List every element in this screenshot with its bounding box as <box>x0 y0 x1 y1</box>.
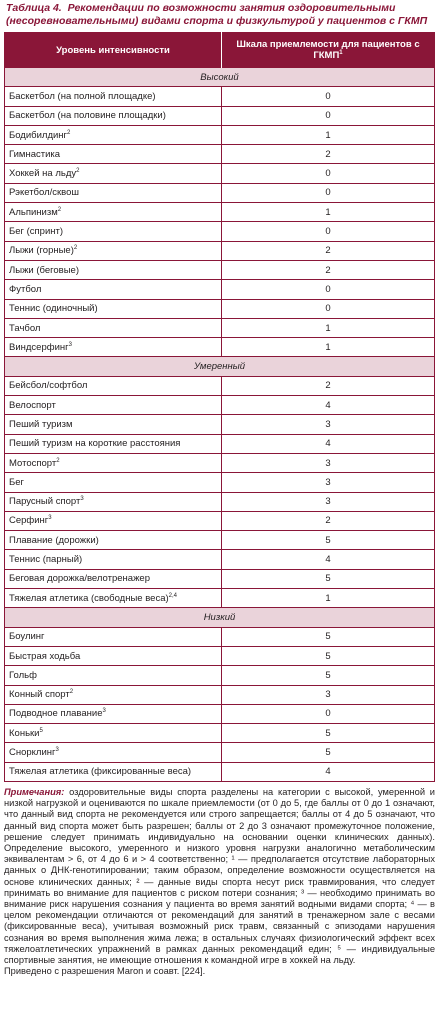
header-intensity: Уровень интенсивности <box>5 33 222 68</box>
sport-name: Баскетбол (на полной площадке) <box>9 90 156 102</box>
caption-label: Таблица 4. <box>6 2 62 14</box>
table-row <box>5 145 435 164</box>
sport-cell <box>5 492 222 511</box>
score-cell: 5 <box>222 627 435 646</box>
sport-name: Лыжи (горные) <box>9 245 74 257</box>
table-caption <box>6 2 434 28</box>
sport-cell <box>5 743 222 762</box>
score-cell: 2 <box>222 376 435 395</box>
group-label: Умеренный <box>5 357 435 376</box>
footnote-mark: 3 <box>55 747 59 754</box>
sport-cell <box>5 666 222 685</box>
sport-name: Теннис (парный) <box>9 554 83 566</box>
sport-cell <box>5 183 222 202</box>
table-row <box>5 203 435 222</box>
footnote-mark: 3 <box>48 515 52 522</box>
sport-cell <box>5 260 222 279</box>
table-row <box>5 222 435 241</box>
sport-name: Бег <box>9 476 24 488</box>
score-cell: 4 <box>222 396 435 415</box>
sport-cell <box>5 280 222 299</box>
table-row <box>5 550 435 569</box>
sport-cell <box>5 434 222 453</box>
sport-name: Лыжи (беговые) <box>9 264 80 276</box>
table-row <box>5 666 435 685</box>
sport-name: Гольф <box>9 669 37 681</box>
score-cell: 4 <box>222 434 435 453</box>
source-citation: Приведено с разрешения Maron и соавт. [224]. <box>4 966 206 977</box>
group-row <box>5 68 435 87</box>
table-row <box>5 453 435 472</box>
sport-cell <box>5 762 222 781</box>
sport-cell <box>5 164 222 183</box>
sport-cell <box>5 203 222 222</box>
score-cell: 1 <box>222 203 435 222</box>
table-body <box>5 68 435 782</box>
header-footnote-mark: 1 <box>339 50 343 56</box>
sport-cell <box>5 222 222 241</box>
score-cell: 3 <box>222 473 435 492</box>
score-cell: 5 <box>222 531 435 550</box>
footnote-mark: 2,4 <box>168 592 177 599</box>
table-row <box>5 646 435 665</box>
score-cell: 5 <box>222 646 435 665</box>
table-row <box>5 743 435 762</box>
sport-name: Беговая дорожка/велотренажер <box>9 573 150 585</box>
header-row <box>5 33 435 68</box>
sport-name: Боулинг <box>9 631 45 643</box>
footnote-mark: 2 <box>76 168 80 175</box>
header-acceptability-scale: Шкала приемлемости для пациентов с ГКМП$^1$ <box>222 33 435 68</box>
table-row <box>5 685 435 704</box>
score-cell: 3 <box>222 415 435 434</box>
group-row <box>5 357 435 376</box>
footnote-mark: 2 <box>69 689 74 696</box>
score-cell: 1 <box>222 318 435 337</box>
table-row <box>5 376 435 395</box>
score-cell: 2 <box>222 511 435 530</box>
sport-name: Бодибилдинг <box>9 129 68 141</box>
table-row <box>5 511 435 530</box>
sport-name: Альпинизм <box>9 206 58 218</box>
footnote-mark: 2 <box>57 206 62 213</box>
footnote-mark: 3 <box>102 708 106 715</box>
footnote-mark: 2 <box>56 457 60 464</box>
sport-cell <box>5 318 222 337</box>
sports-table <box>4 32 435 782</box>
table-row <box>5 318 435 337</box>
score-cell: 2 <box>222 260 435 279</box>
table-row <box>5 434 435 453</box>
footnote-mark: 2 <box>73 245 78 252</box>
table-row <box>5 531 435 550</box>
score-cell: 1 <box>222 338 435 357</box>
table-row <box>5 125 435 144</box>
table-row <box>5 569 435 588</box>
sport-cell <box>5 704 222 723</box>
score-cell: 0 <box>222 222 435 241</box>
table-row <box>5 183 435 202</box>
score-cell: 3 <box>222 453 435 472</box>
sport-name: Баскетбол (на половине площадки) <box>9 110 166 122</box>
sport-name: Мотоспорт <box>9 457 57 469</box>
table-row <box>5 87 435 106</box>
sport-name: Бег (спринт) <box>9 226 64 238</box>
sport-name: Хоккей на льду <box>9 168 77 180</box>
table-row <box>5 338 435 357</box>
notes-heading: Примечания: <box>4 787 65 797</box>
sport-cell <box>5 511 222 530</box>
score-cell: 0 <box>222 164 435 183</box>
sport-cell <box>5 569 222 588</box>
table-row <box>5 260 435 279</box>
sport-name: Рэкетбол/сквош <box>9 187 80 199</box>
table-row <box>5 164 435 183</box>
sport-name: Подводное плавание <box>9 708 103 720</box>
score-cell: 2 <box>222 145 435 164</box>
score-cell: 0 <box>222 183 435 202</box>
table-row <box>5 627 435 646</box>
table-row <box>5 106 435 125</box>
sport-cell <box>5 453 222 472</box>
sport-cell <box>5 724 222 743</box>
footnote-mark: 2 <box>67 129 71 136</box>
sport-name: Пеший туризм <box>9 418 73 430</box>
sport-name: Тяжелая атлетика (свободные веса) <box>9 592 169 604</box>
sport-name: Велоспорт <box>9 399 56 411</box>
sport-cell <box>5 627 222 646</box>
score-cell: 0 <box>222 299 435 318</box>
sport-name: Пеший туризм на короткие расстояния <box>9 438 181 450</box>
sport-name: Плавание (дорожки) <box>9 534 99 546</box>
score-cell: 3 <box>222 685 435 704</box>
score-cell: 5 <box>222 743 435 762</box>
sport-cell <box>5 415 222 434</box>
sport-cell <box>5 125 222 144</box>
group-label: Низкий <box>5 608 435 627</box>
sport-name: Тачбол <box>9 322 41 334</box>
footnote-mark: 5 <box>39 727 43 734</box>
sport-name: Виндсерфинг <box>9 341 69 353</box>
sport-cell <box>5 550 222 569</box>
sport-name: Теннис (одиночный) <box>9 303 98 315</box>
score-cell: 4 <box>222 762 435 781</box>
caption-text: Рекомендации по возможности занятия оздоровительными (несоревновательными) видами спорта и физкультурой у пациентов с ГКМП <box>6 2 428 27</box>
sport-name: Гимнастика <box>9 148 61 160</box>
table-row <box>5 415 435 434</box>
score-cell: 0 <box>222 704 435 723</box>
notes <box>4 787 435 977</box>
table-row <box>5 762 435 781</box>
sport-name: Снорклинг <box>9 747 56 759</box>
score-cell: 3 <box>222 492 435 511</box>
score-cell: 0 <box>222 106 435 125</box>
sport-cell <box>5 473 222 492</box>
sport-name: Серфинг <box>9 515 49 527</box>
sport-cell <box>5 106 222 125</box>
table-row <box>5 280 435 299</box>
sport-cell <box>5 241 222 260</box>
sport-name: Коньки <box>9 727 40 739</box>
score-cell: 2 <box>222 241 435 260</box>
sport-cell <box>5 299 222 318</box>
sport-name: Бейсбол/софтбол <box>9 380 88 392</box>
table-row <box>5 473 435 492</box>
sport-cell <box>5 376 222 395</box>
sport-name: Конный спорт <box>9 689 70 701</box>
table-row <box>5 396 435 415</box>
score-cell: 5 <box>222 724 435 743</box>
footnote-mark: 3 <box>68 341 72 348</box>
table-row <box>5 589 435 608</box>
sport-cell <box>5 589 222 608</box>
sport-cell <box>5 531 222 550</box>
sport-cell <box>5 646 222 665</box>
sport-cell <box>5 685 222 704</box>
sport-name: Тяжелая атлетика (фиксированные веса) <box>9 766 192 778</box>
score-cell: 5 <box>222 569 435 588</box>
score-cell: 0 <box>222 87 435 106</box>
score-cell: 4 <box>222 550 435 569</box>
sport-name: Парусный спорт <box>9 496 81 508</box>
footnote-mark: 3 <box>80 496 84 503</box>
score-cell: 1 <box>222 589 435 608</box>
group-label: Высокий <box>5 68 435 87</box>
table-row <box>5 241 435 260</box>
table-row <box>5 299 435 318</box>
sport-cell <box>5 338 222 357</box>
sport-cell <box>5 396 222 415</box>
sport-cell <box>5 145 222 164</box>
score-cell: 0 <box>222 280 435 299</box>
sport-name: Быстрая ходьба <box>9 650 81 662</box>
table-row <box>5 704 435 723</box>
sport-cell <box>5 87 222 106</box>
score-cell: 5 <box>222 666 435 685</box>
sport-name: Футбол <box>9 283 42 295</box>
table-row <box>5 492 435 511</box>
notes-text: оздоровительные виды спорта разделены на категории с высокой, умеренной и низкой нагрузкой и оцениваются по шкале приемлемости (от 0 до 5, где баллы от 0 до 1 означают, что данный вид спорта не рекомендуется или строго запрещается; баллы от 4 до 5 означают, что данный вид спорта может быть разрешен; баллы от 2 до 3 означают промежуточное положение, решение следует принимать индивидуально на основании оценки клинических данных). Определение высокого, умеренного и низкого уровня нагрузки аналогично метаболическим эквивалентам > 6, от 4 до 6 и > 4 соответственно; ¹ — предполагается отсутствие лабораторных данных о ДНК-генотипировании; таким образом, определение возможности осуществляется на основе клинических данных; ² — данные виды спорта несут риск травмирования, что следует принимать во внимание для пациентов с риском потери сознания; ³ — необходимо принимать во внимание риск нарушения сознания у пациента во время занятий водными видами спорта; ⁴ — в целом рекомендации отличаются от рекомендаций для занятий в тренажерном зале с весами (фиксированные веса), учитывая возможный риск травм, связанный с эпизодами нарушения сознания во время выполнения жима лежа; в остальных случаях физиологический эффект всех тяжелоатлетических упражнений в рамках данных рекомендаций един; ⁵ — индивидуальные спортивные занятия, не имеющие отношения к командной игре в хоккей на льду. <box>4 787 435 966</box>
group-row <box>5 608 435 627</box>
table-row <box>5 724 435 743</box>
score-cell: 1 <box>222 125 435 144</box>
